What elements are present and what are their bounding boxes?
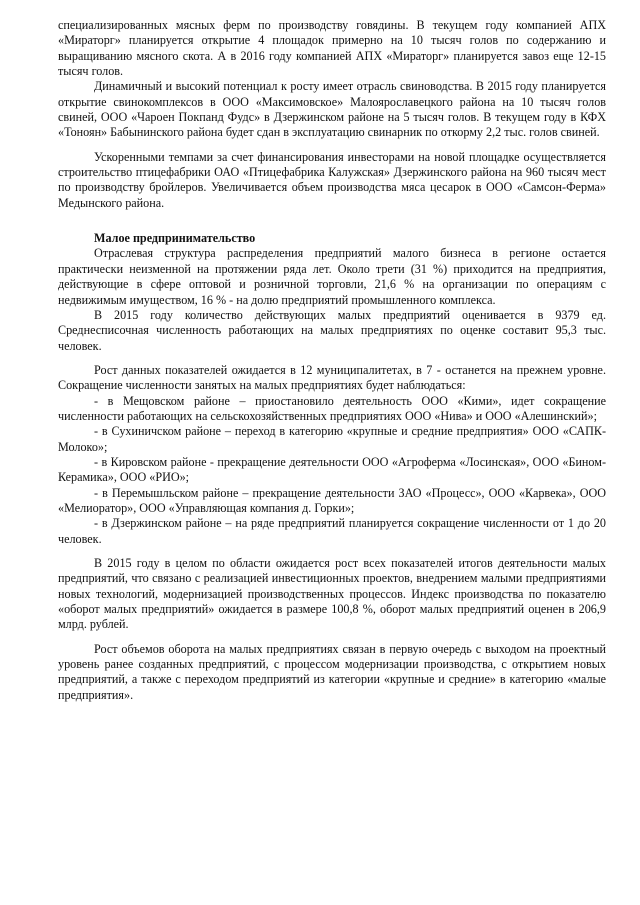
paragraph-pig-farming: Динамичный и высокий потенциал к росту имеет отрасль свиноводства. В 2015 году планируется открытие свинокомплексов в ООО «Максимовское» Малоярославецкого района на 10 тысяч голов свиней, ООО «Чароен Покпанд Фудс» в Дзержинском районе на 5 тысяч голов. В текущем году в КФХ «Тоноян» Бабынинского района будет сдан в эксплуатацию свинарник по откорму 2,2 тыс. голов свиней. <box>58 79 606 140</box>
spacer <box>58 141 606 150</box>
paragraph-growth: В 2015 году в целом по области ожидается рост всех показателей итогов деятельности малых предприятий, что связано с реализацией инвестиционных проектов, внедрением малыми предприятиями новых технологий, модернизацией производственных процессов. Индекс производства по показателю «оборот малых предприятий» ожидается в размере 100,8 %, оборот малых предприятий оценен в 206,9 млрд. рублей. <box>58 556 606 632</box>
spacer <box>58 354 606 363</box>
document-page <box>58 18 606 703</box>
spacer <box>58 633 606 642</box>
section-title: Малое предпринимательство <box>94 231 256 246</box>
paragraph-turnover: Рост объемов оборота на малых предприятиях связан в первую очередь с выходом на проектный уровень ранее созданных предприятий, с процессом модернизации производства, с открытием новых предприятий, а также с переходом предприятий из категории «крупные и средние» в категорию «малые предприятия». <box>58 641 606 702</box>
paragraph-count: В 2015 году количество действующих малых предприятий оценивается в 9379 ед. Среднесписочная численность работающих на малых предприятиях по оценке составит 95,3 тыс. человек. <box>58 307 606 353</box>
list-item: - в Дзержинском районе – на ряде предприятий планируется сокращение численности от 1 до 20 человек. <box>58 516 606 546</box>
list-item: - в Перемышльском районе – прекращение деятельности ЗАО «Процесс», ООО «Карвека», ООО «Мелиоратор», ООО «Управляющая компания д. Горки»; <box>58 485 606 515</box>
paragraph-poultry: Ускоренными темпами за счет финансирования инвесторами на новой площадке осуществляется строительство птицефабрики ОАО «Птицефабрика Калужская» Дзержинского района на 960 тысяч мест по производству бройлеров. Увеличивается объем производства мяса цесарок в ООО «Самсон-Ферма» Медынского района. <box>58 149 606 210</box>
paragraph-beef-farms: специализированных мясных ферм по производству говядины. В текущем году компанией АПХ «Мираторг» планируется открытие 4 площадок примерно на 10 тысяч голов по содержанию и выращиванию мясного скота. А в 2016 году компанией АПХ «Мираторг» планируется завоз еще 12-15 тысяч голов. <box>58 18 606 79</box>
list-item: - в Мещовском районе – приостановило деятельность ООО «Кими», идет сокращение численности работающих на сельскохозяйственных предприятиях ООО «Нива» и ООО «Алешинский»; <box>58 393 606 423</box>
paragraph-reduction-intro: Рост данных показателей ожидается в 12 муниципалитетах, в 7 - останется на прежнем уровне. Сокращение численности занятых на малых предприятиях будет наблюдаться: <box>58 362 606 393</box>
spacer <box>58 211 606 231</box>
list-item: - в Сухиничском районе – переход в категорию «крупные и средние предприятия» ООО «САПК-Молоко»; <box>58 424 606 454</box>
paragraph-structure: Отраслевая структура распределения предприятий малого бизнеса в регионе остается практически неизменной на протяжении ряда лет. Около трети (31 %) приходится на предприятия, действующие в сфере оптовой и розничной торговли, 21,6 % на организации по операциям с недвижимым имуществом, 16 % - на долю предприятий промышленного комплекса. <box>58 246 606 307</box>
list-item: - в Кировском районе - прекращение деятельности ООО «Агроферма «Лосинская», ООО «Бином-Керамика», ООО «РИО»; <box>58 454 606 485</box>
spacer <box>58 547 606 556</box>
